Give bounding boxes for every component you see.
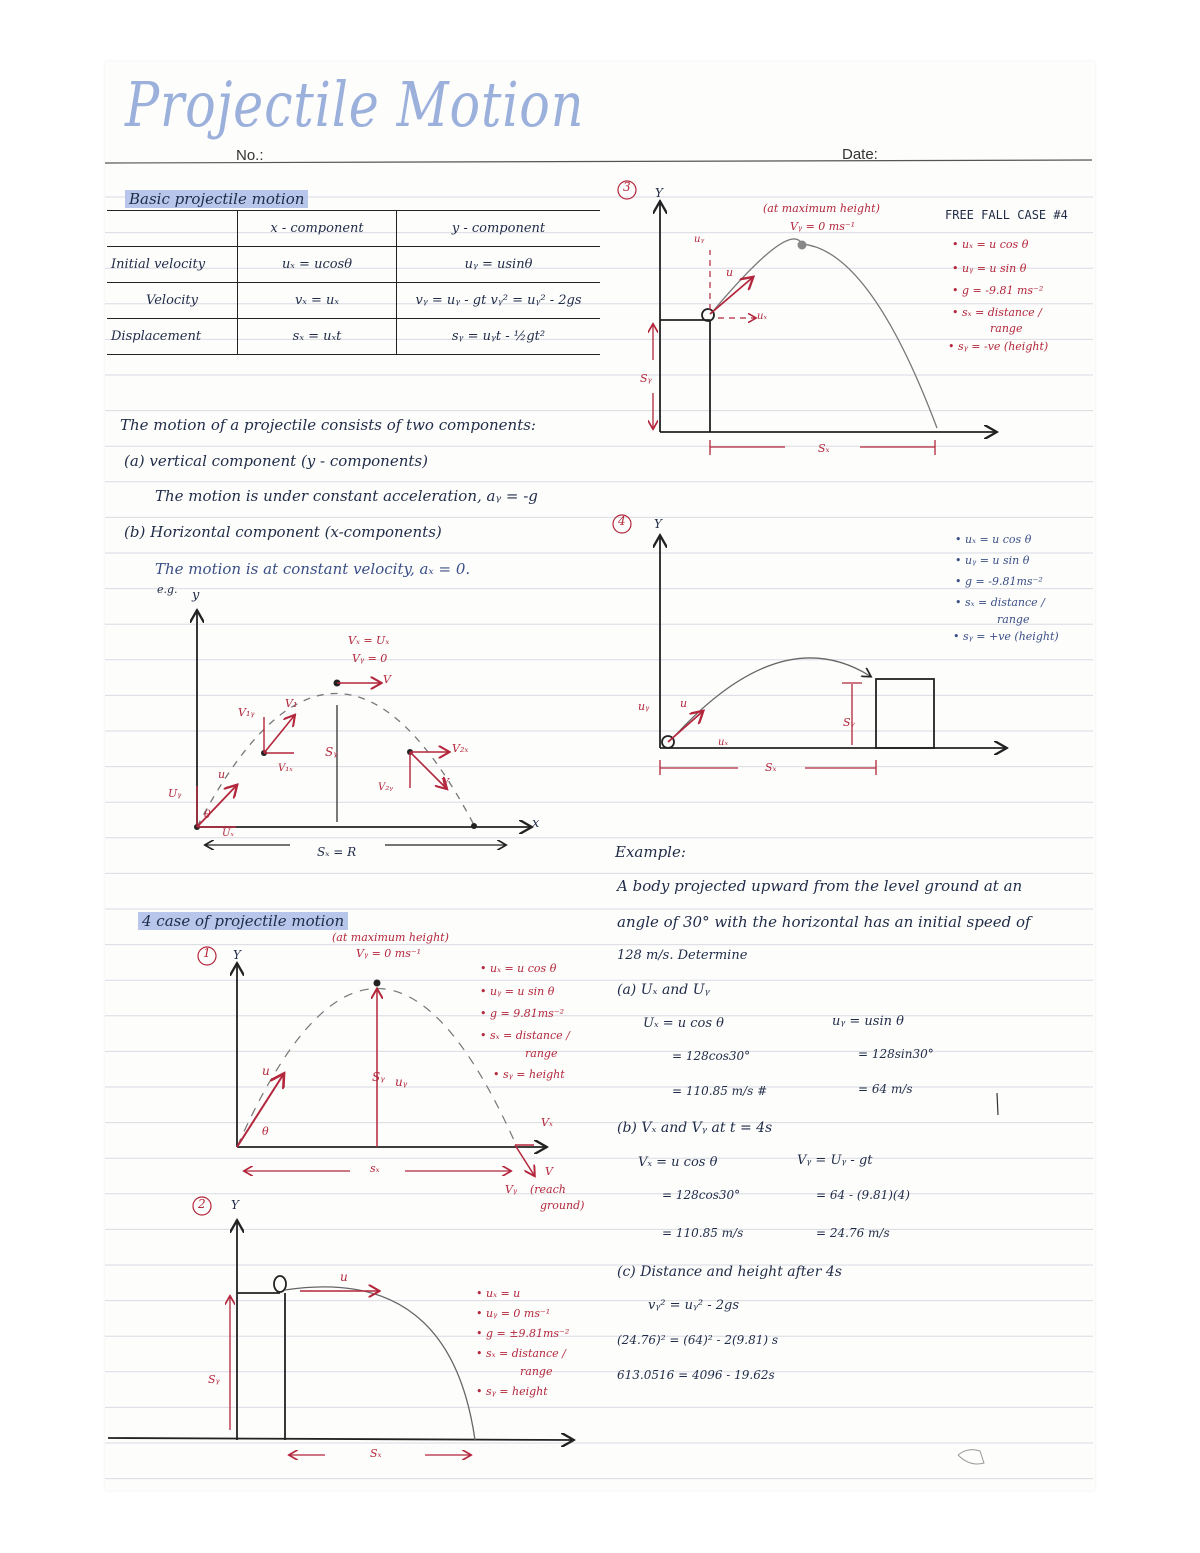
table-header-cell: x - component [238,211,397,247]
row-label: Displacement [107,319,238,355]
case2-note: range [520,1365,553,1378]
main-uy-label: Uᵧ [168,787,182,800]
case4-note: • g = -9.81ms⁻² [955,575,1043,588]
v1x-label: V₁ₓ [278,763,293,774]
case1-note: • sₓ = distance / [480,1029,570,1042]
main-x-axis-label: x [532,816,540,831]
case3-number: 3 [623,180,631,194]
case4-u-label: u [680,697,688,710]
case1-vy0: Vᵧ = 0 ms⁻¹ [356,947,422,960]
case3-note: • uₓ = u cos θ [952,238,1029,251]
case3-sx-label: Sₓ [818,442,830,455]
apex-vx-label: Vₓ = Uₓ [348,634,390,647]
example-heading: Example: [615,843,686,861]
vertical-component-desc: The motion is under constant acceleration, aᵧ = -g [155,487,538,505]
part-b-right-line: Vᵧ = Uᵧ - gt [797,1153,873,1168]
free-fall-label: FREE FALL CASE #4 [945,208,1068,222]
case1-u-label: u [262,1064,270,1078]
table-cell: vₓ = uₓ [238,283,397,319]
part-a-right-line: = 64 m/s [858,1082,913,1096]
part-a-left-line: = 110.85 m/s # [672,1084,768,1098]
basic-heading: Basic projectile motion [125,190,308,208]
part-b-left-line: = 110.85 m/s [662,1226,744,1240]
case2-note: • sᵧ = height [476,1385,548,1398]
eg-label: e.g. [157,583,178,596]
case4-y-axis: Y [654,517,662,531]
case2-sx-label: Sₓ [370,1447,382,1460]
main-theta-label: θ [204,808,211,821]
case2-note: • uᵧ = 0 ms⁻¹ [476,1307,551,1320]
case4-ux-label: uₓ [718,737,728,748]
v2x-label: V₂ₓ [452,742,469,755]
stray-mark [997,1093,998,1115]
part-b-right-line: = 24.76 m/s [816,1226,890,1240]
case3-sy-label: Sᵧ [640,372,652,385]
example-problem-line: angle of 30° with the horizontal has an initial speed of [617,913,1031,931]
case1-v-label: V [545,1165,553,1178]
case1-note: • uₓ = u cos θ [480,962,557,975]
case3-note: • sₓ = distance / [952,306,1042,319]
case2-number: 2 [198,1197,206,1211]
case1-note: • g = 9.81ms⁻² [480,1007,565,1020]
main-ux-label: Uₓ [222,828,234,839]
range-label: Sₓ = R [317,845,357,859]
case4-note: • uᵧ = u sin θ [955,554,1030,567]
case2-note: • sₓ = distance / [476,1347,566,1360]
v1-label: V₁ [285,697,298,710]
table-cell: uᵧ = usinθ [397,247,601,283]
case3-note: • g = -9.81 ms⁻² [952,284,1044,297]
main-y-axis-label: y [192,588,200,603]
case4-number: 4 [618,514,626,528]
case4-sy-label: Sᵧ [843,716,855,729]
part-c-title: (c) Distance and height after 4s [617,1264,842,1280]
vertical-component-title: (a) vertical component (y - components) [124,452,428,470]
case3-vy0: Vᵧ = 0 ms⁻¹ [790,220,856,233]
part-c-line: (24.76)² = (64)² - 2(9.81) s [617,1333,779,1347]
table-cell: uₓ = ucosθ [238,247,397,283]
case1-uy-label: uᵧ [395,1075,408,1089]
case1-sy-label: Sᵧ [372,1070,385,1084]
case1-vx-label: Vₓ [541,1116,553,1129]
horizontal-component-desc: The motion is at constant velocity, aₓ = 0. [155,560,471,578]
horizontal-component-title: (b) Horizontal component (x-components) [124,523,442,541]
case3-note: range [990,322,1023,335]
case4-note: • sᵧ = +ve (height) [953,630,1059,643]
case3-ux-label: uₓ [757,311,767,322]
case2-sy-label: Sᵧ [208,1373,220,1386]
components-intro: The motion of a projectile consists of two components: [120,416,536,434]
table-cell: vᵧ = uᵧ - gt vᵧ² = uᵧ² - 2gs [397,283,601,319]
part-a-left-line: Uₓ = u cos θ [643,1016,724,1031]
case2-note: • uₓ = u [476,1287,521,1300]
part-a-right-line: = 128sin30° [858,1047,934,1061]
case1-theta: θ [262,1125,269,1138]
apex-vy-label: Vᵧ = 0 [352,652,388,665]
table-header-cell: y - component [397,211,601,247]
part-b-title: (b) Vₓ and Vᵧ at t = 4s [617,1120,773,1136]
example-problem-line: A body projected upward from the level ground at an [617,877,1023,895]
part-a-right-line: uᵧ = usin θ [832,1014,904,1029]
part-c-line: 613.0516 = 4096 - 19.62s [617,1368,775,1382]
part-b-right-line: = 64 - (9.81)(4) [816,1188,910,1202]
v2-label: V [441,776,449,789]
case2-note: • g = ±9.81ms⁻² [476,1327,570,1340]
table-cell: sₓ = uₓt [238,319,397,355]
case4-note: range [997,613,1030,626]
part-b-left-line: = 128cos30° [662,1188,741,1202]
case1-y-axis: Y [233,948,241,962]
no-label: No.: [236,147,264,164]
case3-u-label: u [726,266,734,279]
page-corner-doodle [958,1450,984,1464]
date-label: Date: [842,146,878,163]
v2y-label: V₂ᵧ [378,782,393,793]
part-b-left-line: Vₓ = u cos θ [638,1155,718,1170]
main-sy-label: Sᵧ [325,745,338,759]
case3-note: • uᵧ = u sin θ [952,262,1027,275]
case4-sx-label: Sₓ [765,761,777,774]
case1-note: • sᵧ = height [493,1068,565,1081]
case1-number: 1 [203,946,211,960]
case1-reach: (reach [530,1183,566,1196]
row-label: Initial velocity [107,247,238,283]
part-a-left-line: = 128cos30° [672,1049,751,1063]
case3-max-label: (at maximum height) [763,202,880,215]
part-a-title: (a) Uₓ and Uᵧ [617,982,710,998]
case3-y-axis: Y [655,186,663,200]
case1-max-label: (at maximum height) [332,931,449,944]
case3-uy-label: uᵧ [694,234,705,245]
case3-note: • sᵧ = -ve (height) [948,340,1049,353]
case1-note: range [525,1047,558,1060]
v1y-label: V₁ᵧ [238,706,255,719]
case4-uy-label: uᵧ [638,700,650,713]
case1-ground: ground) [540,1199,585,1212]
page-title: Projectile Motion [125,68,585,141]
case4-note: • uₓ = u cos θ [955,533,1032,546]
example-problem-line: 128 m/s. Determine [617,948,748,963]
apex-v-label: V [383,673,391,686]
cases-heading: 4 case of projectile motion [138,912,348,930]
case1-vy-label: Vᵧ [505,1183,518,1196]
row-label: Velocity [107,283,238,319]
case4-note: • sₓ = distance / [955,596,1045,609]
table-cell: sᵧ = uᵧt - ½gt² [397,319,601,355]
case1-sx-label: sₓ [370,1162,380,1175]
case2-u-label: u [340,1270,348,1284]
case2-y-axis: Y [231,1198,239,1212]
part-c-line: vᵧ² = uᵧ² - 2gs [648,1298,740,1313]
main-u-label: u [218,768,226,781]
case1-note: • uᵧ = u sin θ [480,985,555,998]
